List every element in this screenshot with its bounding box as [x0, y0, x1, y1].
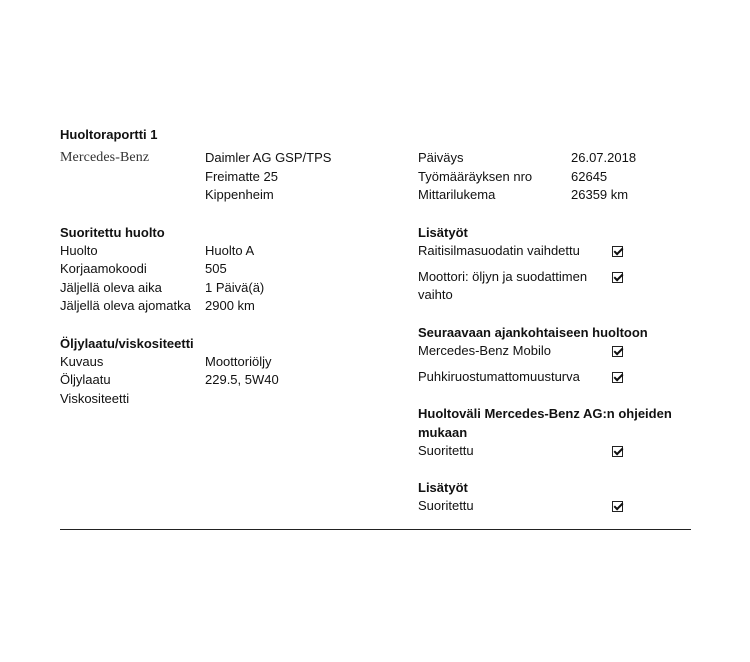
oil-change-label-line-2: vaihto	[418, 287, 453, 302]
extra-work-heading: Lisätyöt	[418, 225, 468, 240]
remaining-distance-label: Jäljellä oleva ajomatka	[60, 298, 191, 313]
bottom-divider	[60, 529, 691, 530]
oil-change-label-line-1: Moottori: öljyn ja suodattimen	[418, 269, 588, 284]
work-order-label: Työmääräyksen nro	[418, 169, 533, 184]
mobilo-label: Mercedes-Benz Mobilo	[418, 343, 551, 358]
rust-protection-label: Puhkiruostumattomuusturva	[418, 369, 580, 384]
interval-done-checkbox[interactable]	[612, 446, 623, 457]
mercedes-benz-logo: Mercedes-Benz	[60, 150, 150, 165]
address-line-3: Kippenheim	[205, 187, 274, 202]
service-label: Huolto	[60, 243, 98, 258]
workshop-code-value: 505	[205, 261, 227, 276]
cabin-filter-label: Raitisilmasuodatin vaihdettu	[418, 243, 580, 258]
oil-quality-value: 229.5, 5W40	[205, 372, 279, 387]
mobilo-checkbox[interactable]	[612, 346, 623, 357]
mileage-label: Mittarilukema	[418, 187, 496, 202]
date-label: Päiväys	[418, 150, 464, 165]
address-line-2: Freimatte 25	[205, 169, 278, 184]
remaining-time-label: Jäljellä oleva aika	[60, 280, 162, 295]
extra-work-2-done-checkbox[interactable]	[612, 501, 623, 512]
service-value: Huolto A	[205, 243, 255, 258]
mileage-value: 26359 km	[571, 187, 629, 202]
remaining-distance-value: 2900 km	[205, 298, 255, 313]
oil-change-checkbox[interactable]	[612, 272, 623, 283]
oil-description-label: Kuvaus	[60, 354, 104, 369]
report-title: Huoltoraportti 1	[60, 127, 158, 142]
date-value: 26.07.2018	[571, 150, 637, 165]
interval-heading-line-1: Huoltoväli Mercedes-Benz AG:n ohjeiden	[418, 406, 672, 421]
next-service-heading: Seuraavaan ajankohtaiseen huoltoon	[418, 325, 648, 340]
workshop-code-label: Korjaamokoodi	[60, 261, 147, 276]
extra-work-2-heading: Lisätyöt	[418, 480, 468, 495]
rust-protection-checkbox[interactable]	[612, 372, 623, 383]
oil-description-value: Moottoriöljy	[205, 354, 272, 369]
address-line-1: Daimler AG GSP/TPS	[205, 150, 332, 165]
service-heading: Suoritettu huolto	[60, 225, 165, 240]
oil-quality-label: Öljylaatu	[60, 372, 111, 387]
interval-heading-line-2: mukaan	[418, 425, 468, 440]
remaining-time-value: 1 Päivä(ä)	[205, 280, 265, 295]
oil-heading: Öljylaatu/viskositeetti	[60, 336, 194, 351]
viscosity-label: Viskositeetti	[60, 391, 130, 406]
extra-work-2-done-label: Suoritettu	[418, 498, 474, 513]
cabin-filter-checkbox[interactable]	[612, 246, 623, 257]
work-order-value: 62645	[571, 169, 608, 184]
interval-done-label: Suoritettu	[418, 443, 474, 458]
